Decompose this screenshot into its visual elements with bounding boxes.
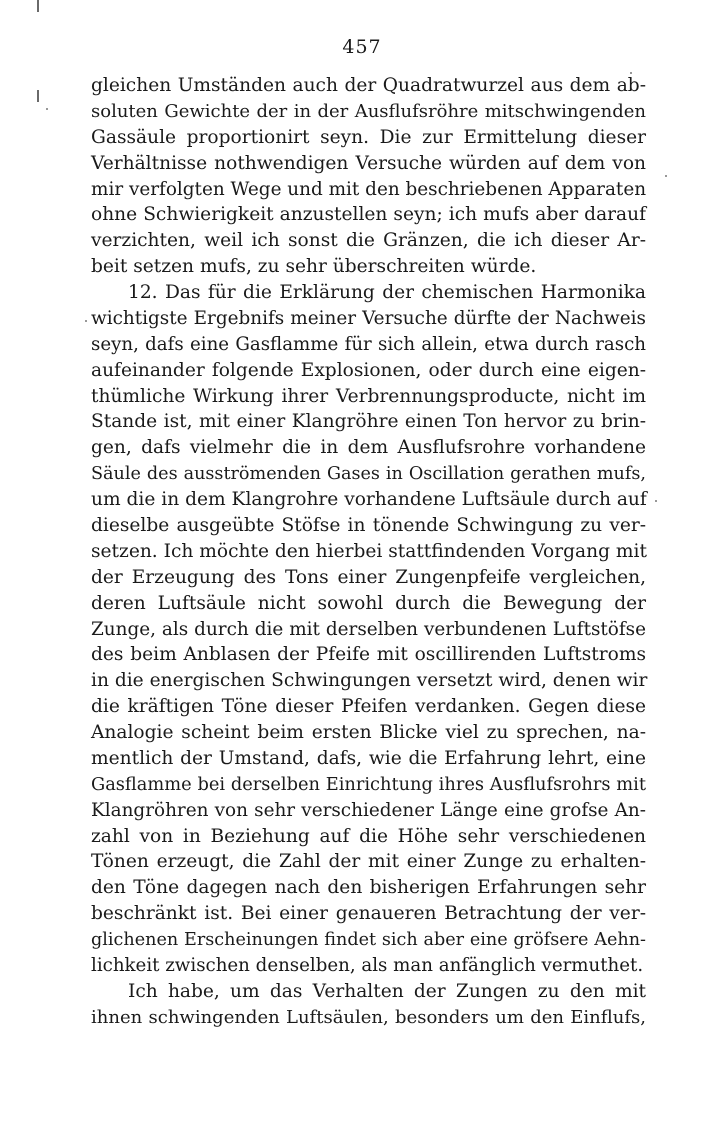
- margin-speck: [665, 175, 667, 177]
- text-line: des beim Anblasen der Pfeife mit oscillirenden Luftstroms: [91, 644, 646, 666]
- text-line: gen, dafs vielmehr die in dem Ausflufsrohre vorhandene: [91, 437, 646, 459]
- text-line: gleichen Umständen auch der Quadratwurzel aus dem ab-: [91, 75, 646, 96]
- text-line: Stande ist, mit einer Klangröhre einen Ton hervor zu brin-: [91, 411, 646, 433]
- text-line: Gasflamme bei derselben Einrichtung ihres Ausflufsrohrs mit: [91, 773, 646, 795]
- text-line: in die energischen Schwingungen versetzt wird, denen wir: [91, 670, 648, 692]
- text-line: lichkeit zwischen denselben, als man anfänglich vermuthet.: [91, 954, 644, 976]
- text-line: glichenen Erscheinungen findet sich aber eine gröfsere Aehn-: [91, 930, 646, 950]
- text-line: Säule des ausströmenden Gases in Oscillation gerathen mufs,: [91, 464, 646, 485]
- text-line: setzen. Ich möchte den hierbei stattfindenden Vorgang mit: [91, 540, 647, 562]
- text-line: die kräftigen Töne dieser Pfeifen verdanken. Gegen diese: [91, 696, 646, 718]
- text-line: ihnen schwingenden Luftsäulen, besonders um den Einflufs,: [91, 1006, 646, 1028]
- margin-mark: [37, 0, 39, 12]
- text-line: Verhältnisse nothwendigen Versuche würden auf dem von: [91, 152, 646, 174]
- text-line: dieselbe ausgeübte Stöfse in tönende Schwingung zu ver-: [91, 515, 646, 536]
- text-line: 12. Das für die Erklärung der chemischen Harmonika: [128, 282, 646, 303]
- page-number: 457: [342, 36, 382, 58]
- margin-speck: [655, 500, 657, 502]
- text-line: aufeinander folgende Explosionen, oder durch eine eigen-: [91, 359, 646, 381]
- margin-speck: [85, 320, 87, 322]
- text-line: zahl von in Beziehung auf die Höhe sehr verschiedenen: [91, 825, 646, 847]
- text-line: mentlich der Umstand, dafs, wie die Erfahrung lehrt, eine: [91, 747, 646, 769]
- text-line: ohne Schwierigkeit anzustellen seyn; ich mufs aber darauf: [91, 204, 646, 226]
- text-line: Analogie scheint beim ersten Blicke viel zu sprechen, na-: [91, 722, 646, 743]
- text-line: deren Luftsäule nicht sowohl durch die Bewegung der: [91, 592, 646, 614]
- text-line: verzichten, weil ich sonst die Gränzen, die ich dieser Ar-: [91, 230, 646, 252]
- text-line: Zunge, als durch die mit derselben verbundenen Luftstöfse: [91, 618, 646, 640]
- text-line: beschränkt ist. Bei einer genaueren Betrachtung der ver-: [91, 903, 646, 925]
- text-line: der Erzeugung des Tons einer Zungenpfeife vergleichen,: [91, 566, 646, 588]
- text-line: den Töne dagegen nach den bisherigen Erfahrungen sehr: [91, 877, 646, 899]
- text-line: beit setzen mufs, zu sehr überschreiten würde.: [91, 256, 537, 278]
- text-line: Ich habe, um das Verhalten der Zungen zu den mit: [128, 980, 646, 1002]
- text-line: Gassäule proportionirt seyn. Die zur Ermittelung dieser: [91, 126, 646, 148]
- text-line: mir verfolgten Wege und mit den beschriebenen Apparaten: [91, 178, 647, 200]
- text-line: Tönen erzeugt, die Zahl der mit einer Zunge zu erhalten-: [91, 851, 646, 873]
- text-line: seyn, dafs eine Gasflamme für sich allein, etwa durch rasch: [91, 333, 646, 355]
- text-line: wichtigste Ergebnifs meiner Versuche dürfte der Nachweis: [91, 307, 646, 329]
- margin-speck: [46, 108, 48, 110]
- margin-speck: [630, 72, 632, 74]
- text-line: soluten Gewichte der in der Ausflufsröhre mitschwingenden: [91, 100, 646, 122]
- text-line: Klangröhren von sehr verschiedener Länge eine grofse An-: [91, 799, 646, 821]
- text-line: um die in dem Klangrohre vorhandene Luftsäule durch auf: [91, 489, 647, 511]
- margin-mark: [37, 90, 39, 102]
- text-line: thümliche Wirkung ihrer Verbrennungsproducte, nicht im: [91, 385, 646, 407]
